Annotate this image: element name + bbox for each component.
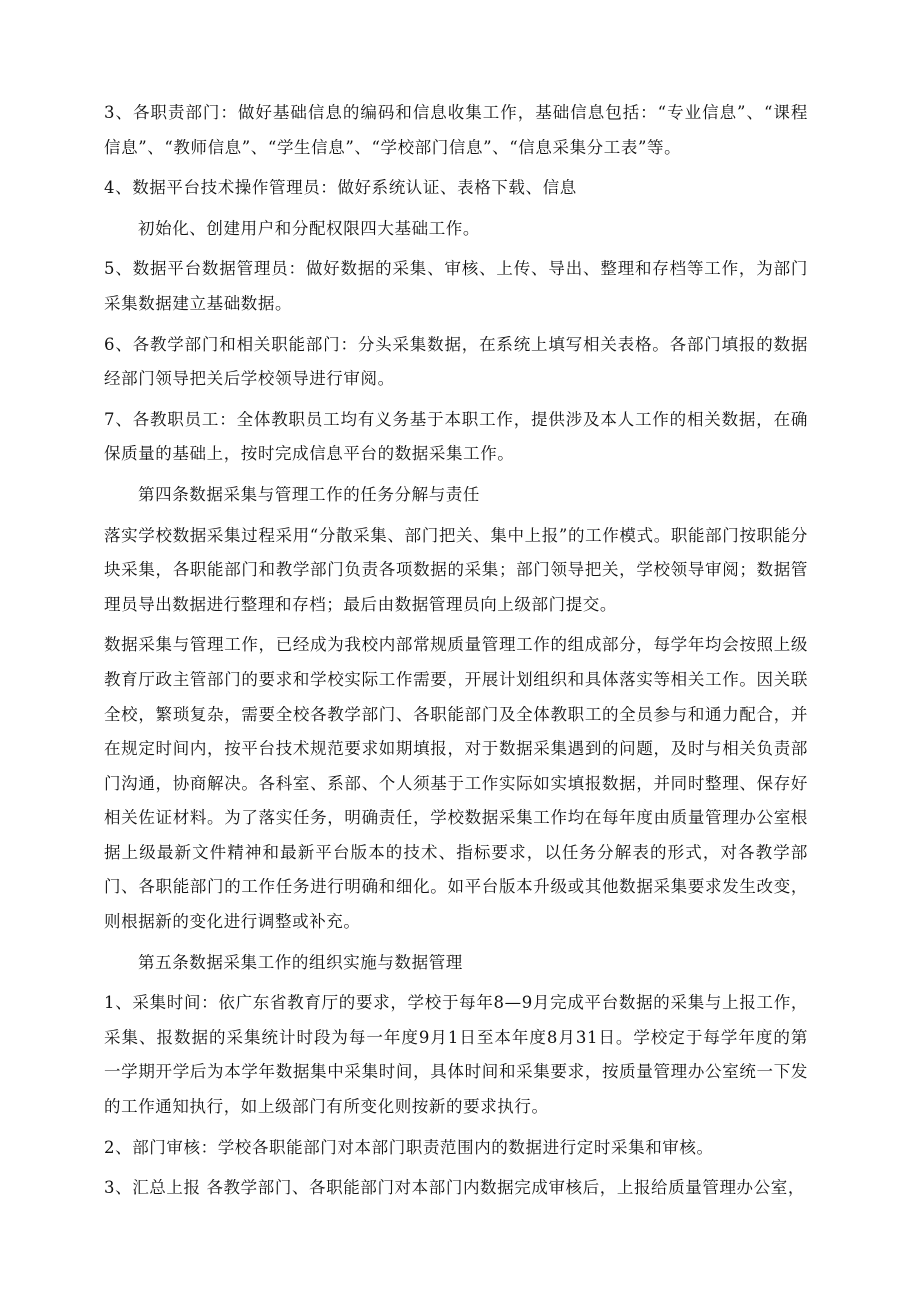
paragraph-platform-admin-continued: 初始化、创建用户和分配权限四大基础工作。 [138, 218, 480, 238]
paragraph-platform-admin: 4、数据平台技术操作管理员：做好系统认证、表格下载、信息 [104, 178, 577, 198]
section-heading-article-4: 第四条数据采集与管理工作的任务分解与责任 [138, 484, 480, 504]
paragraph-summary-report: 3、汇总上报 各教学部门、各职能部门对本部门内数据完成审核后，上报给质量管理办公室， [104, 1178, 805, 1198]
paragraph-data-manager: 5、数据平台数据管理员：做好数据的采集、审核、上传、导出、整理和存档等工作，为部门采集数据建立基础数据。 [104, 259, 808, 313]
paragraph-work-mode: 落实学校数据采集过程采用“分散采集、部门把关、集中上报”的工作模式。职能部门按职能分块采集，各职能部门和教学部门负责各项数据的采集；部门领导把关，学校领导审阅；数据管理员导出数据进行整理和存档；最后由数据管理员向上级部门提交。 [104, 525, 808, 614]
section-heading-article-5: 第五条数据采集工作的组织实施与数据管理 [138, 952, 463, 972]
paragraph-staff: 7、各教职员工：全体教职员工均有义务基于本职工作，提供涉及本人工作的相关数据，在确保质量的基础上，按时完成信息平台的数据采集工作。 [104, 409, 808, 464]
paragraph-management-overview: 数据采集与管理工作，已经成为我校内部常规质量管理工作的组成部分，每学年均会按照上级教育厅政主管部门的要求和学校实际工作需要，开展计划组织和具体落实等相关工作。因关联全校，繁琐复杂，需要全校各教学部门、各职能部门及全体教职工的全员参与和通力配合，并在规定时间内，按平台技术规范要求如期填报，对于数据采集遇到的问题，及时与相关负责部门沟通，协商解决。各科室、系部、个人须基于工作实际如实填报数据，并同时整理、保存好相关佐证材料。为了落实任务，明确责任，学校数据采集工作均在每年度由质量管理办公室根据上级最新文件精神和最新平台版本的技术、指标要求，以任务分解表的形式，对各教学部门、各职能部门的工作任务进行明确和细化。如平台版本升级或其他数据采集要求发生改变，则根据新的变化进行调整或补充。 [104, 635, 808, 932]
paragraph-department-review: 2、部门审核：学校各职能部门对本部门职责范围内的数据进行定时采集和审核。 [104, 1137, 714, 1157]
paragraph-collection-time: 1、采集时间：依广东省教育厅的要求，学校于每年8—9月完成平台数据的采集与上报工作，采集、报数据的采集统计时段为每一年度9月1日至本年度8月31日。学校定于每学年度的第一学期开学后为本学年数据集中采集时间，具体时间和采集要求，按质量管理办公室统一下发的工作通知执行，如上级部门有所变化则按新的要求执行。 [104, 993, 808, 1117]
paragraph-teaching-departments: 6、各教学部门和相关职能部门：分头采集数据，在系统上填写相关表格。各部门填报的数据经部门领导把关后学校领导进行审阅。 [104, 334, 808, 389]
paragraph-responsible-departments: 3、各职责部门：做好基础信息的编码和信息收集工作，基础信息包括：“专业信息”、“课程信息”、“教师信息”、“学生信息”、“学校部门信息”、“信息采集分工表”等。 [104, 103, 808, 157]
